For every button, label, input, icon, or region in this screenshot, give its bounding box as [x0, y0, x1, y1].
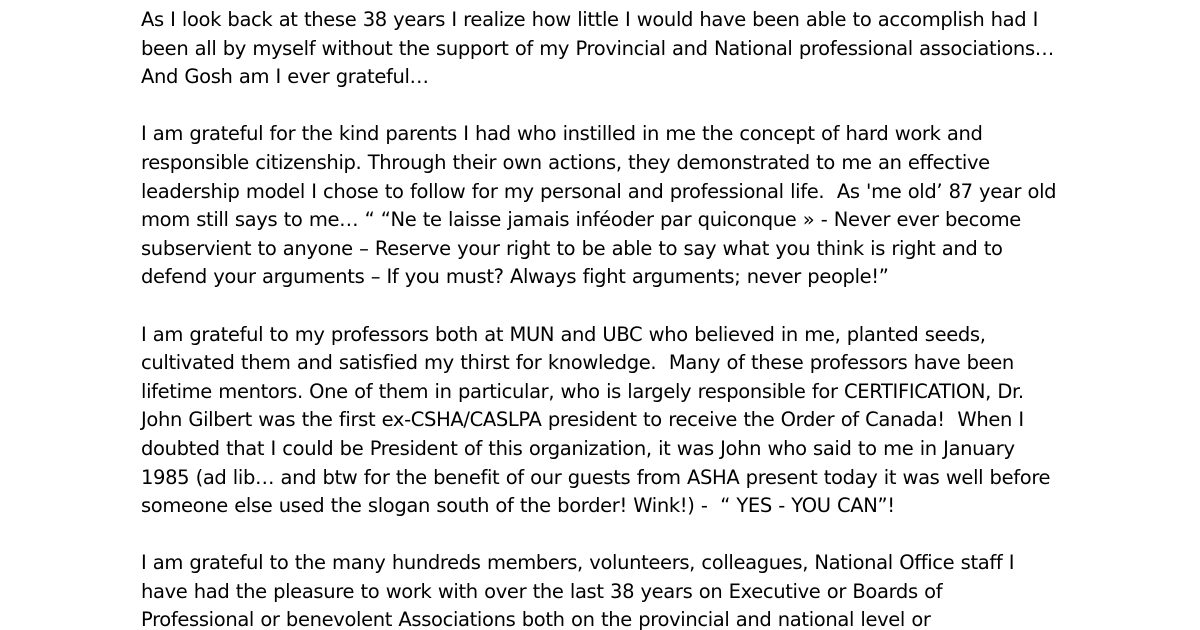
- text-line: lifetime mentors. One of them in particular, who is largely responsible for CERTIFICATION, Dr.: [141, 379, 1024, 403]
- text-line: cultivated them and satisfied my thirst for knowledge. Many of these professors have been: [141, 351, 1014, 375]
- text-line: have had the pleasure to work with over the last 38 years on Executive or Boards of: [141, 579, 943, 603]
- paragraph-professors: [141, 321, 1141, 521]
- text-line: responsible citizenship. Through their own actions, they demonstrated to me an effective: [141, 150, 990, 174]
- paragraph-parents: [141, 120, 1141, 292]
- text-line: I am grateful for the kind parents I had who instilled in me the concept of hard work and: [141, 122, 983, 146]
- text-line: mom still says to me… “ “Ne te laisse jamais inféoder par quiconque » - Never ever become: [141, 208, 1021, 232]
- text-line: As I look back at these 38 years I realize how little I would have been able to accomplish had I: [141, 8, 1039, 31]
- text-line: Professional or benevolent Associations both on the provincial and national level or: [141, 608, 931, 630]
- document-text: [141, 6, 1141, 630]
- text-line: I am grateful to my professors both at MUN and UBC who believed in me, planted seeds,: [141, 322, 986, 346]
- text-line: been all by myself without the support of my Provincial and National professional associations…: [141, 36, 1054, 60]
- text-line: subservient to anyone – Reserve your right to be able to say what you think is right and to: [141, 236, 1003, 260]
- text-line: And Gosh am I ever grateful…: [141, 65, 429, 89]
- text-line: defend your arguments – If you must? Always fight arguments; never people!”: [141, 265, 889, 289]
- text-line: John Gilbert was the first ex-CSHA/CASLPA president to receive the Order of Canada! When I: [141, 408, 1024, 432]
- text-line: 1985 (ad lib… and btw for the benefit of our guests from ASHA present today it was well before: [141, 465, 1051, 489]
- paragraph-members: [141, 549, 1141, 630]
- paragraph-intro: [141, 6, 1141, 92]
- text-line: doubted that I could be President of this organization, it was John who said to me in January: [141, 436, 1015, 460]
- text-line: I am grateful to the many hundreds members, volunteers, colleagues, National Office staff I: [141, 551, 1015, 575]
- text-line: leadership model I chose to follow for my personal and professional life. As 'me old’ 87 year old: [141, 179, 1057, 203]
- text-line: someone else used the slogan south of the border! Wink!) - “ YES - YOU CAN”!: [141, 494, 895, 518]
